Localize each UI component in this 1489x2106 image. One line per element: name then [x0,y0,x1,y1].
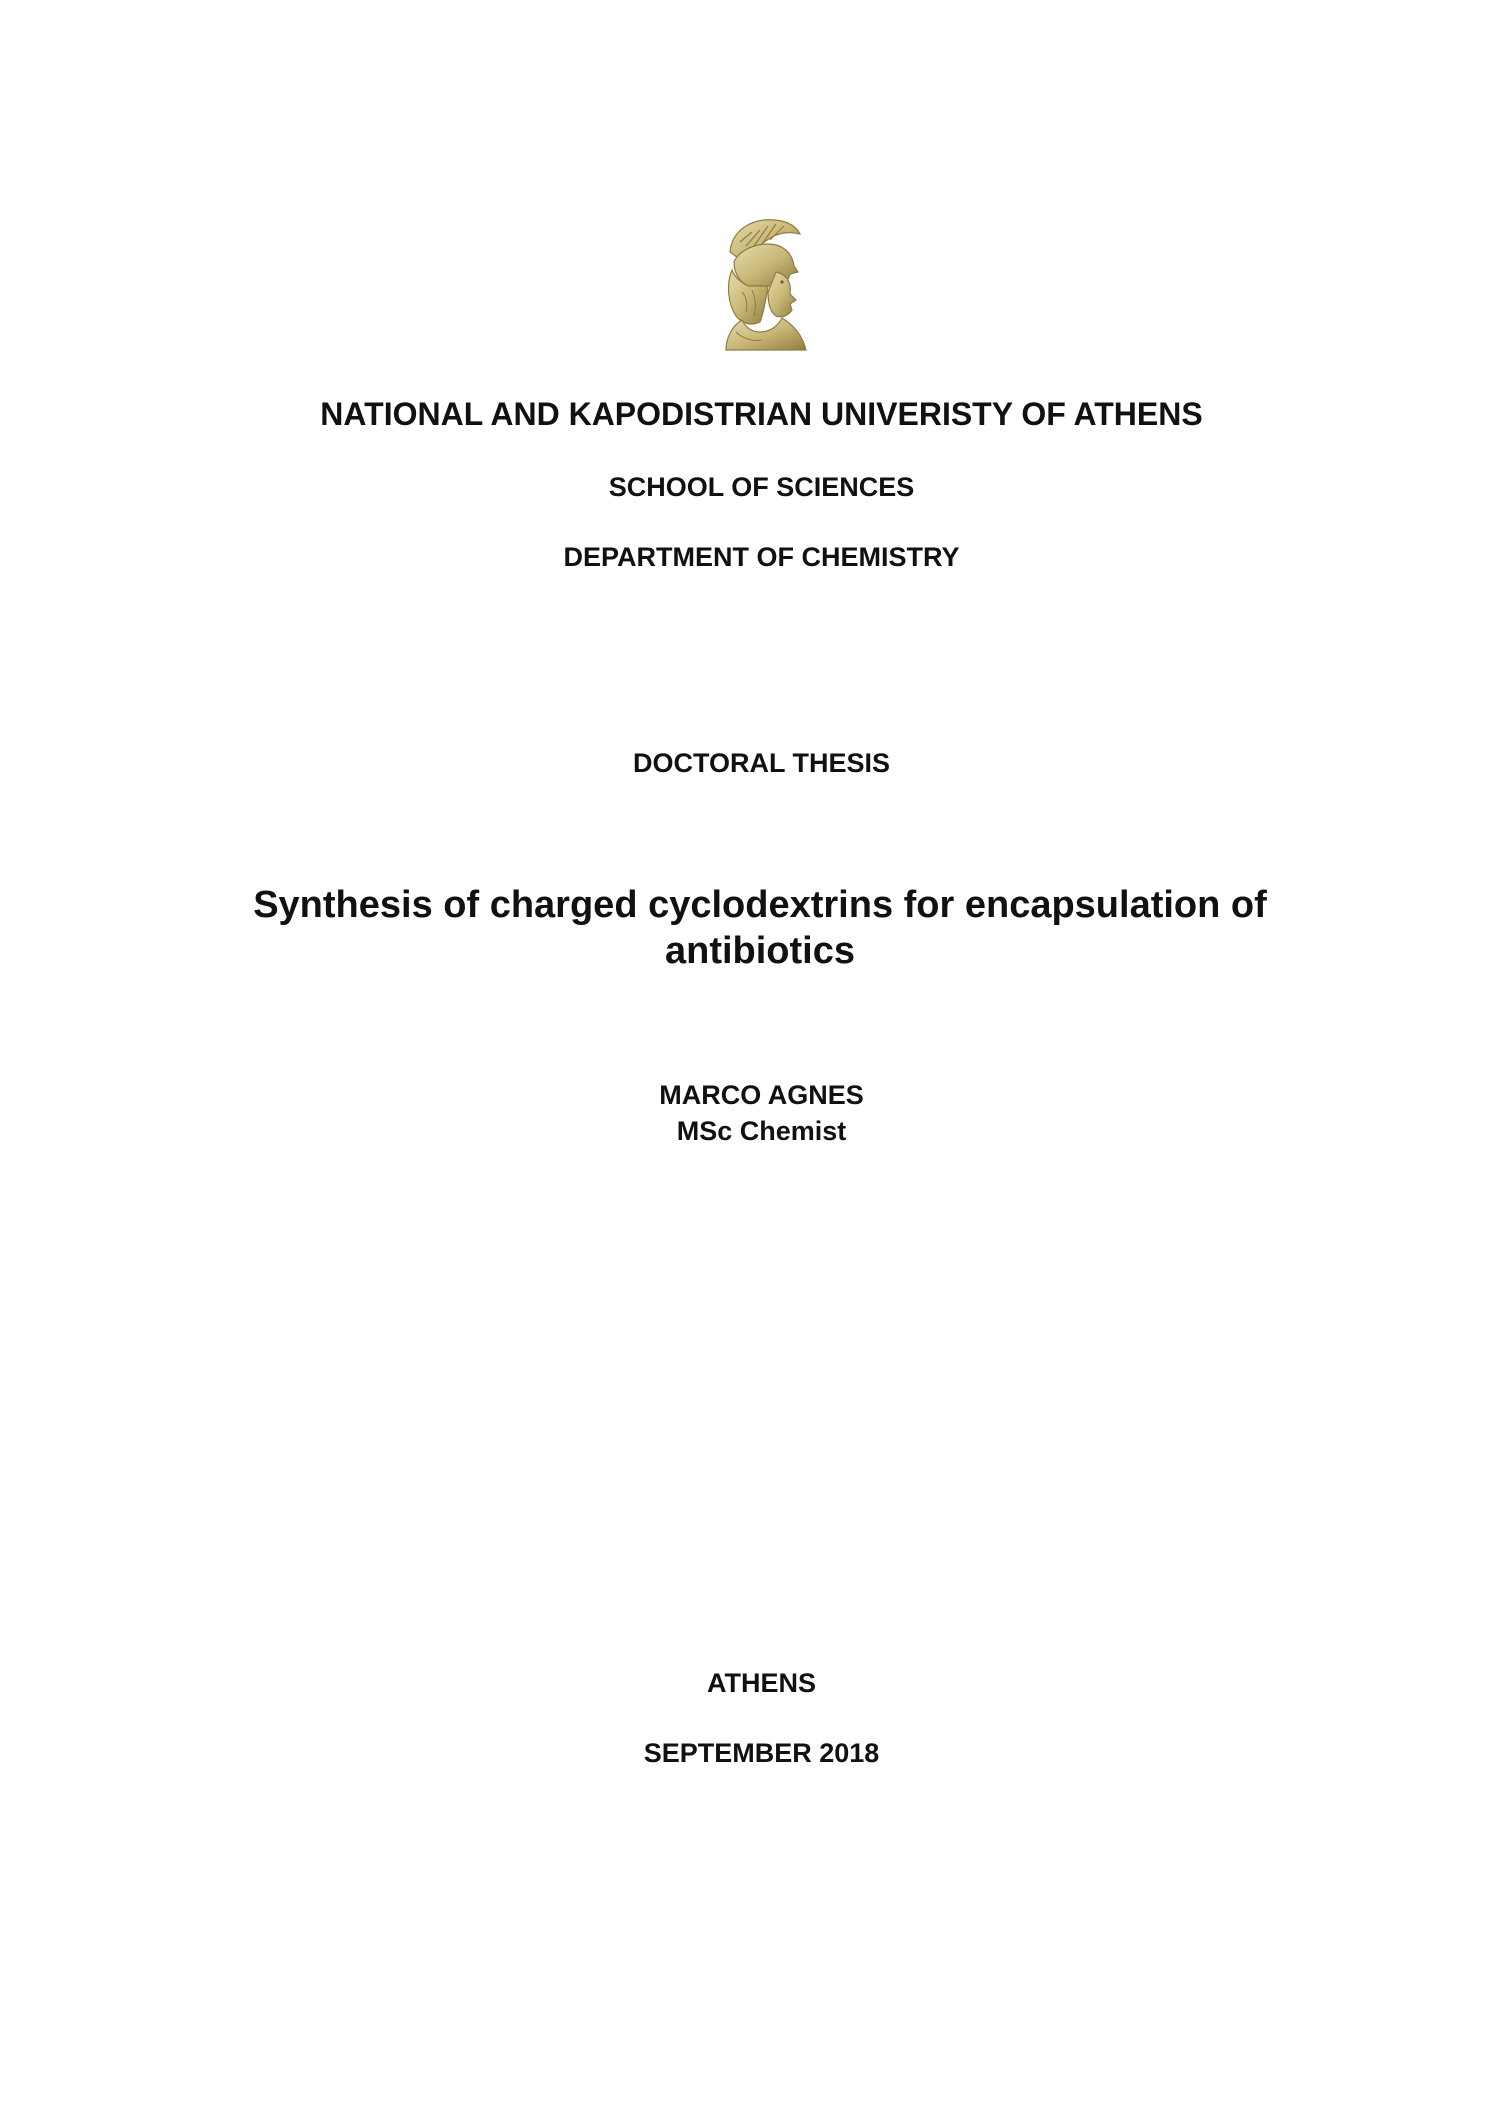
athena-head-emblem-icon [712,212,820,354]
submission-date: SEPTEMBER 2018 [643,1738,880,1768]
city: ATHENS [706,1668,816,1698]
author-name: MARCO AGNES [659,1080,864,1110]
document-type: DOCTORAL THESIS [632,748,891,778]
university-name: NATIONAL AND KAPODISTRIAN UNIVERISTY OF ATHENS [320,396,1203,432]
thesis-title: Synthesis of charged cyclodextrins for encapsulation of antibiotics [253,884,1267,972]
department-name: DEPARTMENT OF CHEMISTRY [563,542,960,572]
university-logo [712,212,820,354]
author-degree: MSc Chemist [676,1116,847,1146]
school-name: SCHOOL OF SCIENCES [608,472,915,502]
